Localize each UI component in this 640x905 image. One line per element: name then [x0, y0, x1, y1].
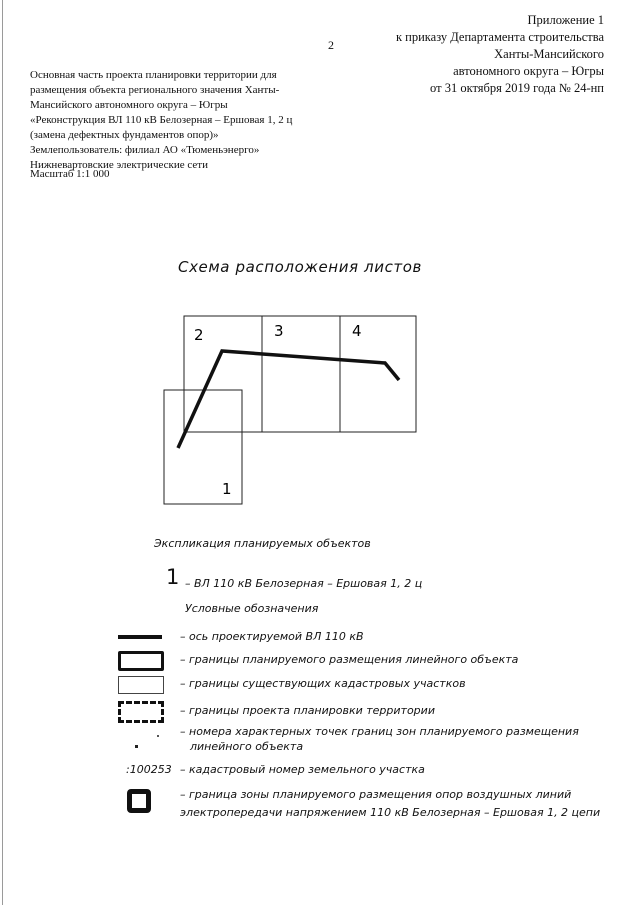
description-line: «Реконструкция ВЛ 110 кВ Белозерная – Ершовая 1, 2 ц: [30, 114, 293, 126]
description-line: Нижневартовские электрические сети: [30, 159, 208, 171]
legend-points-line1: – номера характерных точек границ зон планируемого размещения: [180, 725, 579, 738]
description-line: Основная часть проекта планировки территории для: [30, 69, 277, 81]
legend-supports-line2: электропередачи напряжением 110 кВ Белозерная – Ершовая 1, 2 цепи: [180, 806, 601, 819]
appendix-line: к приказу Департамента строительства: [395, 30, 604, 44]
legend-cadastral-bounds: – границы существующих кадастровых участков: [180, 677, 466, 690]
scale-label: Масштаб 1:1 000: [30, 168, 110, 180]
legend-project-bounds: – границы проекта планировки территории: [180, 704, 435, 717]
scan-edge: [2, 0, 3, 905]
description-line: Землепользователь: филиал АО «Тюменьэнерго»: [30, 144, 260, 156]
appendix-line: автономного округа – Югры: [453, 64, 604, 78]
page-number: 2: [328, 38, 334, 52]
appendix-line: Приложение 1: [527, 13, 604, 27]
project-bounds-symbol: [118, 701, 164, 723]
sheet-4-label: 4: [352, 322, 362, 340]
legend-planned-bounds: – границы планируемого размещения линейного объекта: [180, 653, 519, 666]
object-number: 1: [166, 565, 180, 589]
sheet-1-label: 1: [222, 480, 232, 498]
scheme-title: Схема расположения листов: [178, 258, 422, 276]
description-line: (замена дефектных фундаментов опор)»: [30, 129, 219, 141]
legend-points-line2: линейного объекта: [190, 740, 304, 753]
appendix-line: Ханты-Мансийского: [494, 47, 604, 61]
object-name: – ВЛ 110 кВ Белозерная – Ершовая 1, 2 ц: [185, 577, 423, 590]
project-description: [30, 68, 348, 173]
sheet-3-label: 3: [274, 322, 284, 340]
description-line: размещения объекта регионального значения Ханты-: [30, 84, 280, 96]
description-line: Мансийского автономного округа – Югры: [30, 99, 228, 111]
legend-title: Условные обозначения: [185, 602, 319, 615]
legend-cadastral-number: – кадастровый номер земельного участка: [180, 763, 425, 776]
legend-supports-line1: – граница зоны планируемого размещения опор воздушных линий: [180, 788, 572, 801]
support-zone-symbol: [127, 789, 151, 813]
power-line-axis: [178, 351, 399, 448]
planned-bounds-symbol: [118, 651, 164, 671]
sheet-2-label: 2: [194, 326, 204, 344]
cadastral-number-sample: :100253: [126, 763, 172, 776]
sheet-layout-diagram: [160, 310, 422, 510]
cadastral-bounds-symbol: [118, 676, 164, 694]
legend-axis: – ось проектируемой ВЛ 110 кВ: [180, 630, 364, 643]
point-number-symbol: [157, 735, 159, 737]
appendix-header: [344, 12, 604, 97]
point-dot-symbol: [135, 745, 138, 748]
appendix-line: от 31 октября 2019 года № 24-нп: [430, 81, 604, 95]
explication-title: Экспликация планируемых объектов: [154, 537, 371, 550]
axis-line-symbol: [118, 635, 162, 639]
